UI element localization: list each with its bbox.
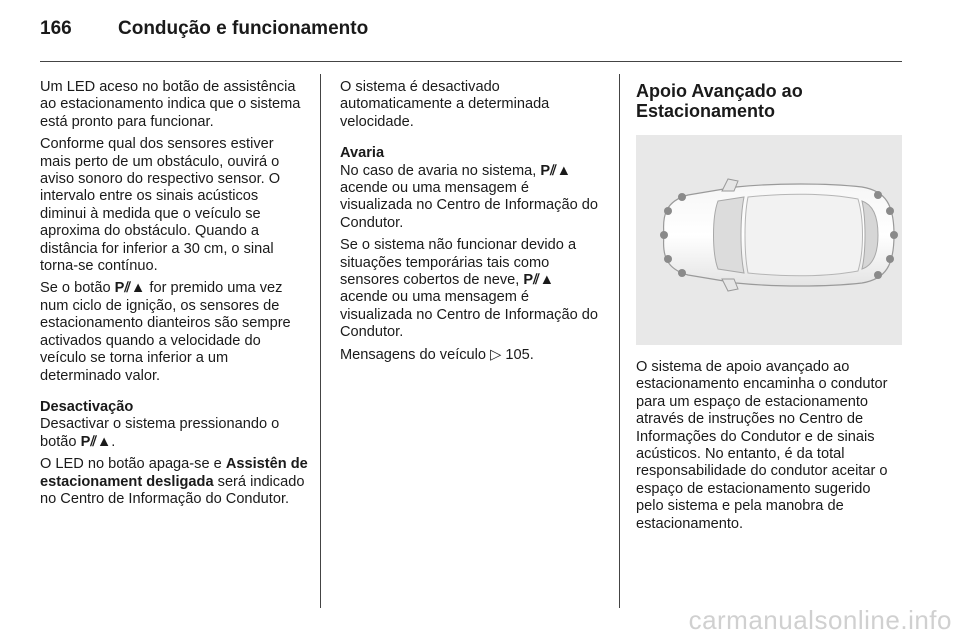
- message-text: Assistên de estacionament desligada: [40, 456, 308, 490]
- page-number: 166: [40, 18, 72, 39]
- car-top-view-icon: [636, 135, 902, 345]
- car-sensors-illustration: [636, 135, 902, 345]
- paragraph-fault: [340, 163, 602, 233]
- paragraph-vehicle-messages: [340, 347, 602, 364]
- text: Desactivar o sistema pressionando o botão: [40, 416, 280, 450]
- text: Se o botão: [40, 280, 111, 297]
- text: Mensagens do veículo: [340, 346, 487, 363]
- header-rule: [40, 61, 902, 62]
- column-2: [340, 79, 602, 369]
- heading-advanced-park-assist: Apoio Avançado ao Estacionamento: [636, 81, 803, 121]
- section-title: Condução e funcionamento: [118, 18, 369, 39]
- column-divider-2: [619, 74, 620, 608]
- heading-fault: Avaria: [340, 145, 385, 162]
- column-divider-1: [320, 74, 321, 608]
- park-assist-icon: P⫽▲: [80, 433, 112, 450]
- text: for premido uma vez num ciclo de ignição, os sensores de estacionamento dianteiros são sempre activados quando a velocidade do veículo se torna inferior a um determinado valor.: [40, 280, 291, 384]
- paragraph-temporary-fault: [340, 237, 602, 341]
- paragraph-led-off: [40, 456, 308, 508]
- park-assist-icon: P⫽▲: [114, 280, 146, 297]
- park-assist-icon: P⫽▲: [540, 162, 572, 179]
- column-1: [40, 79, 308, 513]
- text: acende ou uma mensagem é visualizada no Centro de Informação do Condutor.: [340, 289, 598, 341]
- text: acende ou uma mensagem é visualizada no Centro de Informação do Condutor.: [340, 180, 598, 231]
- arrow-icon: ▷: [490, 346, 502, 363]
- paragraph-advanced-park-assist: O sistema de apoio avançado ao estacionamento encaminha o condutor para um espaço de estacionamento através de instruções no Centro de Informações do Condutor e de sinais acústicos. No entanto, é da total responsabilidade do condutor aceitar o espaço de estacionamento sugerido pelo sistema e pela manobra de estacionamento.: [636, 359, 888, 532]
- text: .: [111, 433, 116, 450]
- heading-deactivation: Desactivação: [40, 398, 134, 415]
- text: No caso de avaria no sistema,: [340, 162, 537, 179]
- column-3: [636, 79, 902, 538]
- text: O LED no botão apaga-se e: [40, 456, 222, 473]
- text: será indicado no Centro de Informação do Condutor.: [40, 473, 305, 507]
- paragraph-front-sensors: [40, 280, 308, 384]
- page-reference[interactable]: 105.: [505, 346, 534, 363]
- watermark: carmanualsonline.info: [688, 605, 952, 635]
- park-assist-icon: P⫽▲: [523, 272, 555, 289]
- text: Se o sistema não funcionar devido a situações temporárias tais como sensores cobertos de neve,: [340, 237, 577, 289]
- paragraph-deactivate: [40, 416, 308, 451]
- paragraph-led-ready: Um LED aceso no botão de assistência ao estacionamento indica que o sistema está pronto para funcionar.: [40, 79, 301, 130]
- paragraph-sensor-warning: Conforme qual dos sensores estiver mais perto de um obstáculo, ouvirá o aviso sonoro do respectivo sensor. O intervalo entre os sinais acústicos diminui à medida que o veículo se aproxima do obstáculo. Quando a distância for inferior a 30 cm, o sinal torna-se contínuo.: [40, 136, 281, 275]
- paragraph-auto-deactivate: O sistema é desactivado automaticamente a determinada velocidade.: [340, 79, 550, 130]
